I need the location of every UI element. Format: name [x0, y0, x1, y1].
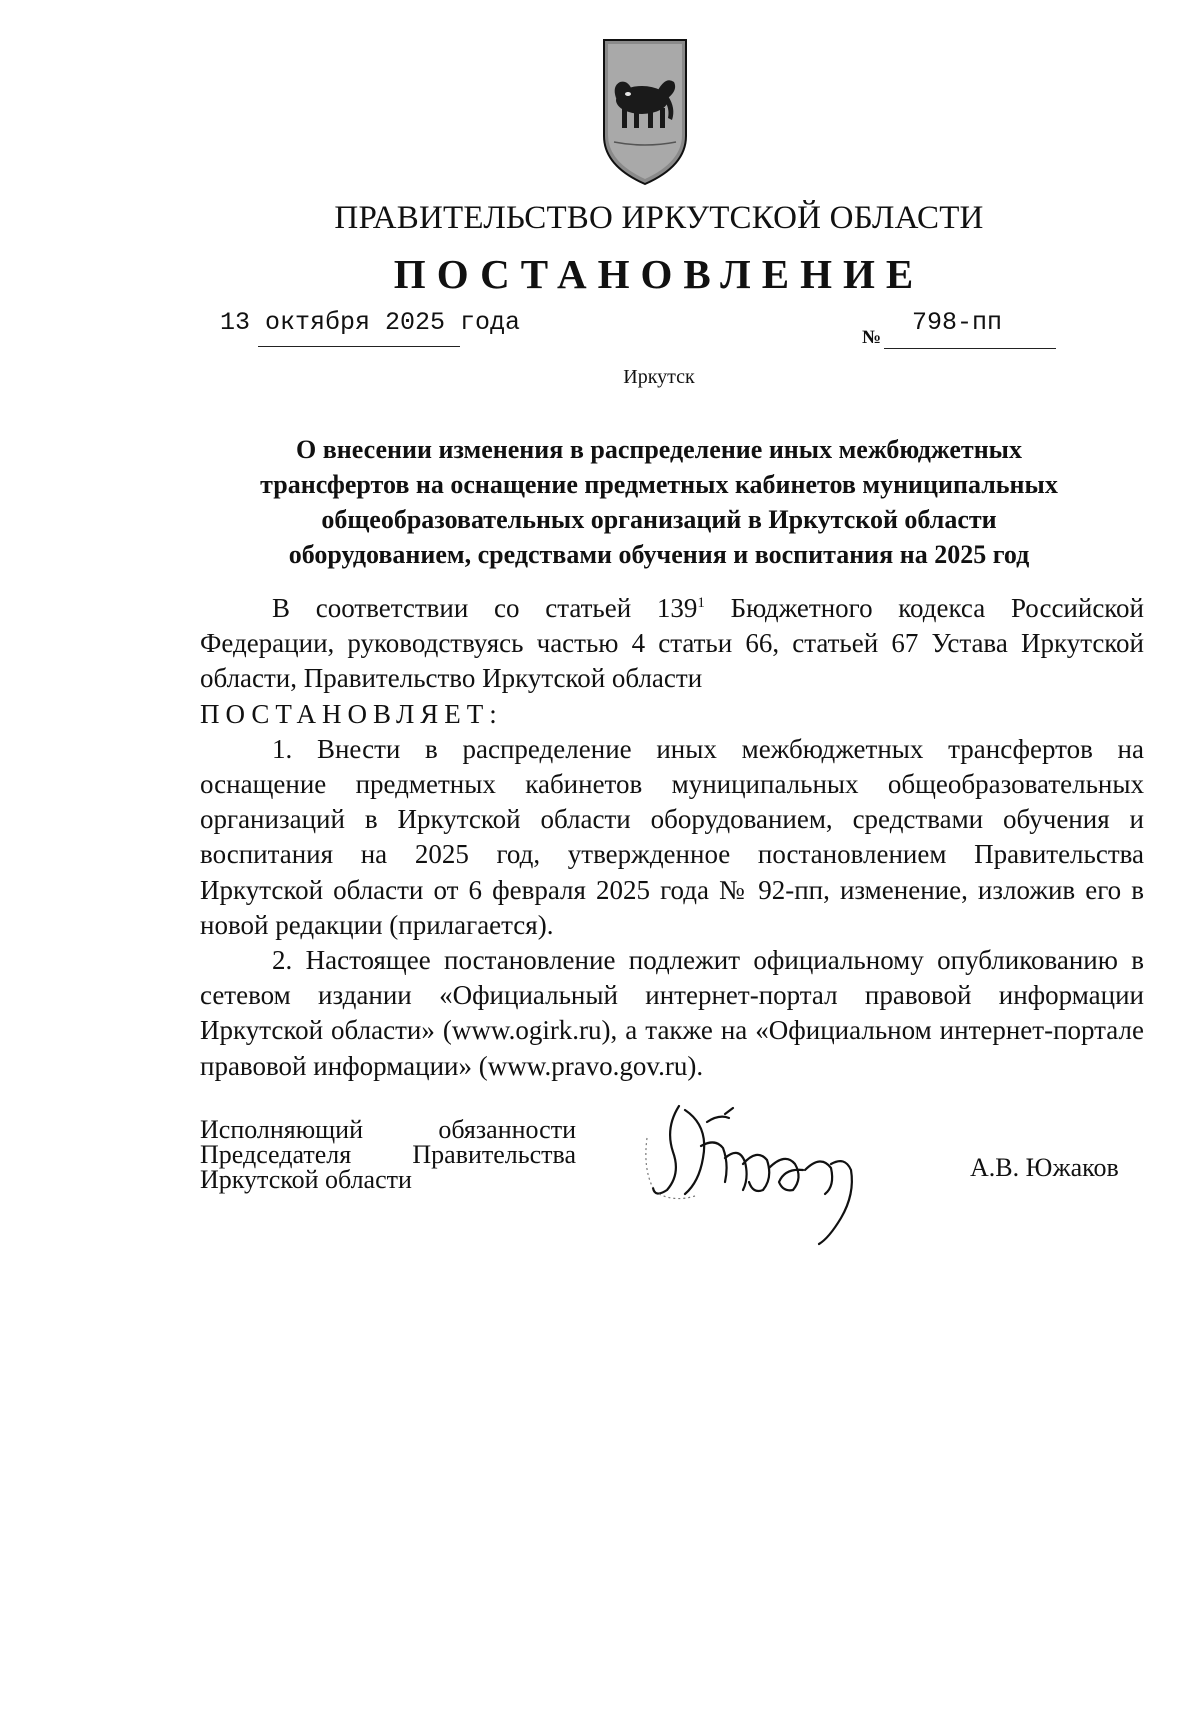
preamble-text-start: В соответствии со статьей 139 [272, 593, 698, 623]
city-name: Иркутск [623, 366, 695, 388]
title-line: общеобразовательных организаций в Иркутской области [321, 505, 997, 534]
decree-keyword: ПОСТАНОВЛЯЕТ: [200, 698, 503, 729]
item-1-paragraph: 1. Внести в распределение иных межбюджетных трансфертов на оснащение предметных кабинетов муниципальных общеобразовательных организаций в Иркутской области оборудованием, средствами обучения и воспитания на 2025 год, утвержденное постановлением Правительства Иркутской области от 6 февраля 2025 года № 92-пп, изменение, изложив его в новой редакции (прилагается). [200, 733, 1144, 940]
item-2-paragraph: 2. Настоящее постановление подлежит официальному опубликованию в сетевом издании «Официальный интернет-портал правовой информации Иркутской области» (www.ogirk.ru), а также на «Официальном интернет-портале правовой информации» (www.pravo.gov.ru). [200, 945, 1144, 1081]
document-title [220, 432, 1098, 572]
position-line [200, 1117, 576, 1142]
handwritten-signature-icon [645, 1098, 905, 1248]
document-number: 798-пп [912, 308, 1003, 337]
position-word: Правительства [412, 1140, 576, 1169]
article-superscript: 1 [697, 595, 705, 611]
preamble-paragraph [200, 591, 1144, 697]
signatory-name: А.В. Южаков [970, 1153, 1119, 1182]
document-type-heading: ПОСТАНОВЛЕНИЕ [393, 251, 925, 297]
signatory-position [200, 1117, 576, 1192]
date-underline [258, 346, 460, 347]
position-word: обязанности [438, 1115, 576, 1144]
preamble-text-end: Бюджетного кодекса Российской Федерации, руководствуясь частью 4 статьи 66, статьей 67 Устава Иркутской области, Правительство Иркутской области [200, 593, 1144, 694]
document-date: 13 октября 2025 года [220, 308, 521, 337]
title-line: оборудованием, средствами обучения и воспитания на 2025 год [288, 540, 1030, 569]
government-name: ПРАВИТЕЛЬСТВО ИРКУТСКОЙ ОБЛАСТИ [334, 200, 984, 236]
title-line: О внесении изменения в распределение иных межбюджетных [296, 435, 1022, 464]
position-line [200, 1142, 576, 1167]
number-sign: № [862, 327, 882, 348]
position-line: Иркутской области [200, 1165, 412, 1194]
title-line: трансфертов на оснащение предметных кабинетов муниципальных [260, 470, 1058, 499]
coat-of-arms-icon [602, 38, 688, 186]
position-word: Исполняющий [200, 1115, 364, 1144]
document-body [200, 591, 1144, 1084]
number-underline [884, 348, 1056, 349]
position-word: Председателя [200, 1140, 352, 1169]
